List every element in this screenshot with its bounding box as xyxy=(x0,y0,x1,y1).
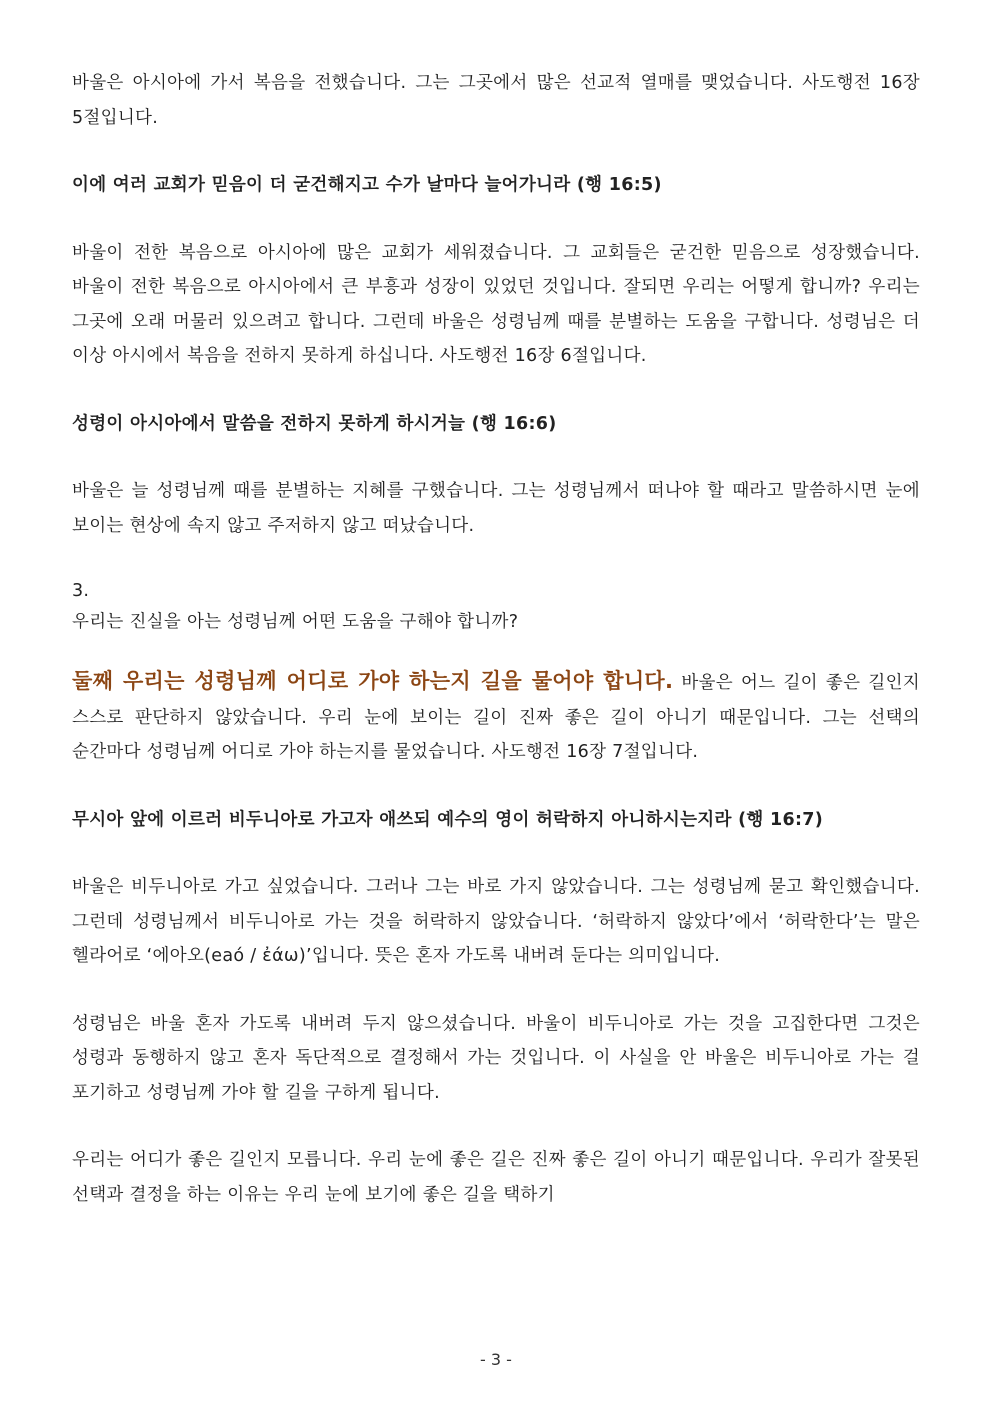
section-number: 3. xyxy=(72,581,90,601)
paragraph-2: 바울이 전한 복음으로 아시아에 많은 교회가 세워졌습니다. 그 교회들은 굳건한 믿음으로 성장했습니다. 바울이 전한 복음으로 아시아에서 큰 부흥과 성장이 있었던 것입니다. 잘되면 우리는 어떻게 합니까? 우리는 그곳에 오래 머물러 있으려고 합니다. 그런데 바울은 성령님께 때를 분별하는 도움을 구합니다. 성령님은 더 이상 아시에서 복음을 전하지 못하게 하십니다. 사도행전 16장 6절입니다. xyxy=(72,242,920,366)
page-number: - 3 - xyxy=(480,1350,512,1369)
paragraph-4 xyxy=(72,664,920,770)
verse-quote-16-7: 무시아 앞에 이르러 비두니아로 가고자 애쓰되 예수의 영이 허락하지 아니하시는지라 (행 16:7) xyxy=(72,809,824,830)
section-question: 우리는 진실을 아는 성령님께 어떤 도움을 구해야 합니까? xyxy=(72,612,519,632)
paragraph-6: 성령님은 바울 혼자 가도록 내버려 두지 않으셨습니다. 바울이 비두니아로 가는 것을 고집한다면 그것은 성령과 동행하지 않고 혼자 독단적으로 결정해서 가는 것입니다. 이 사실을 안 바울은 비두니아로 가는 걸 포기하고 성령님께 가야 할 길을 구하게 됩니다. xyxy=(72,1013,920,1103)
verse-quote-16-6: 성령이 아시아에서 말씀을 전하지 못하게 하시거늘 (행 16:6) xyxy=(72,413,557,434)
highlight-heading: 둘째 우리는 성령님께 어디로 가야 하는지 길을 물어야 합니다. xyxy=(72,669,674,693)
verse-quote-16-5: 이에 여러 교회가 믿음이 더 굳건해지고 수가 날마다 늘어가니라 (행 16:5) xyxy=(72,175,662,195)
paragraph-4-rest: 바울은 어느 길이 좋은 길인지 스스로 판단하지 않았습니다. 우리 눈에 보이는 길이 진짜 좋은 길이 아니기 때문입니다. 그는 선택의 순간마다 성령님께 어디로 가야 하는지를 물었습니다. 사도행전 16장 7절입니다. xyxy=(72,673,920,762)
paragraph-5: 바울은 비두니아로 가고 싶었습니다. 그러나 그는 바로 가지 않았습니다. 그는 성령님께 묻고 확인했습니다. 그런데 성령님께서 비두니아로 가는 것을 허락하지 않았습니다. ‘허락하지 않았다’에서 ‘허락한다’는 말은 헬라어로 ‘에아오(eaó / ἐάω)’입니다. 뜻은 혼자 가도록 내버려 둔다는 의미입니다. xyxy=(72,877,920,966)
paragraph-7: 우리는 어디가 좋은 길인지 모릅니다. 우리 눈에 좋은 길은 진짜 좋은 길이 아니기 때문입니다. 우리가 잘못된 선택과 결정을 하는 이유는 우리 눈에 보기에 좋은 길을 택하기 xyxy=(72,1150,920,1205)
document-body xyxy=(72,66,920,1212)
paragraph-3: 바울은 늘 성령님께 때를 분별하는 지혜를 구했습니다. 그는 성령님께서 떠나야 할 때라고 말씀하시면 눈에 보이는 현상에 속지 않고 주저하지 않고 떠났습니다. xyxy=(72,481,920,536)
paragraph-1: 바울은 아시아에 가서 복음을 전했습니다. 그는 그곳에서 많은 선교적 열매를 맺었습니다. 사도행전 16장 5절입니다. xyxy=(72,73,920,128)
